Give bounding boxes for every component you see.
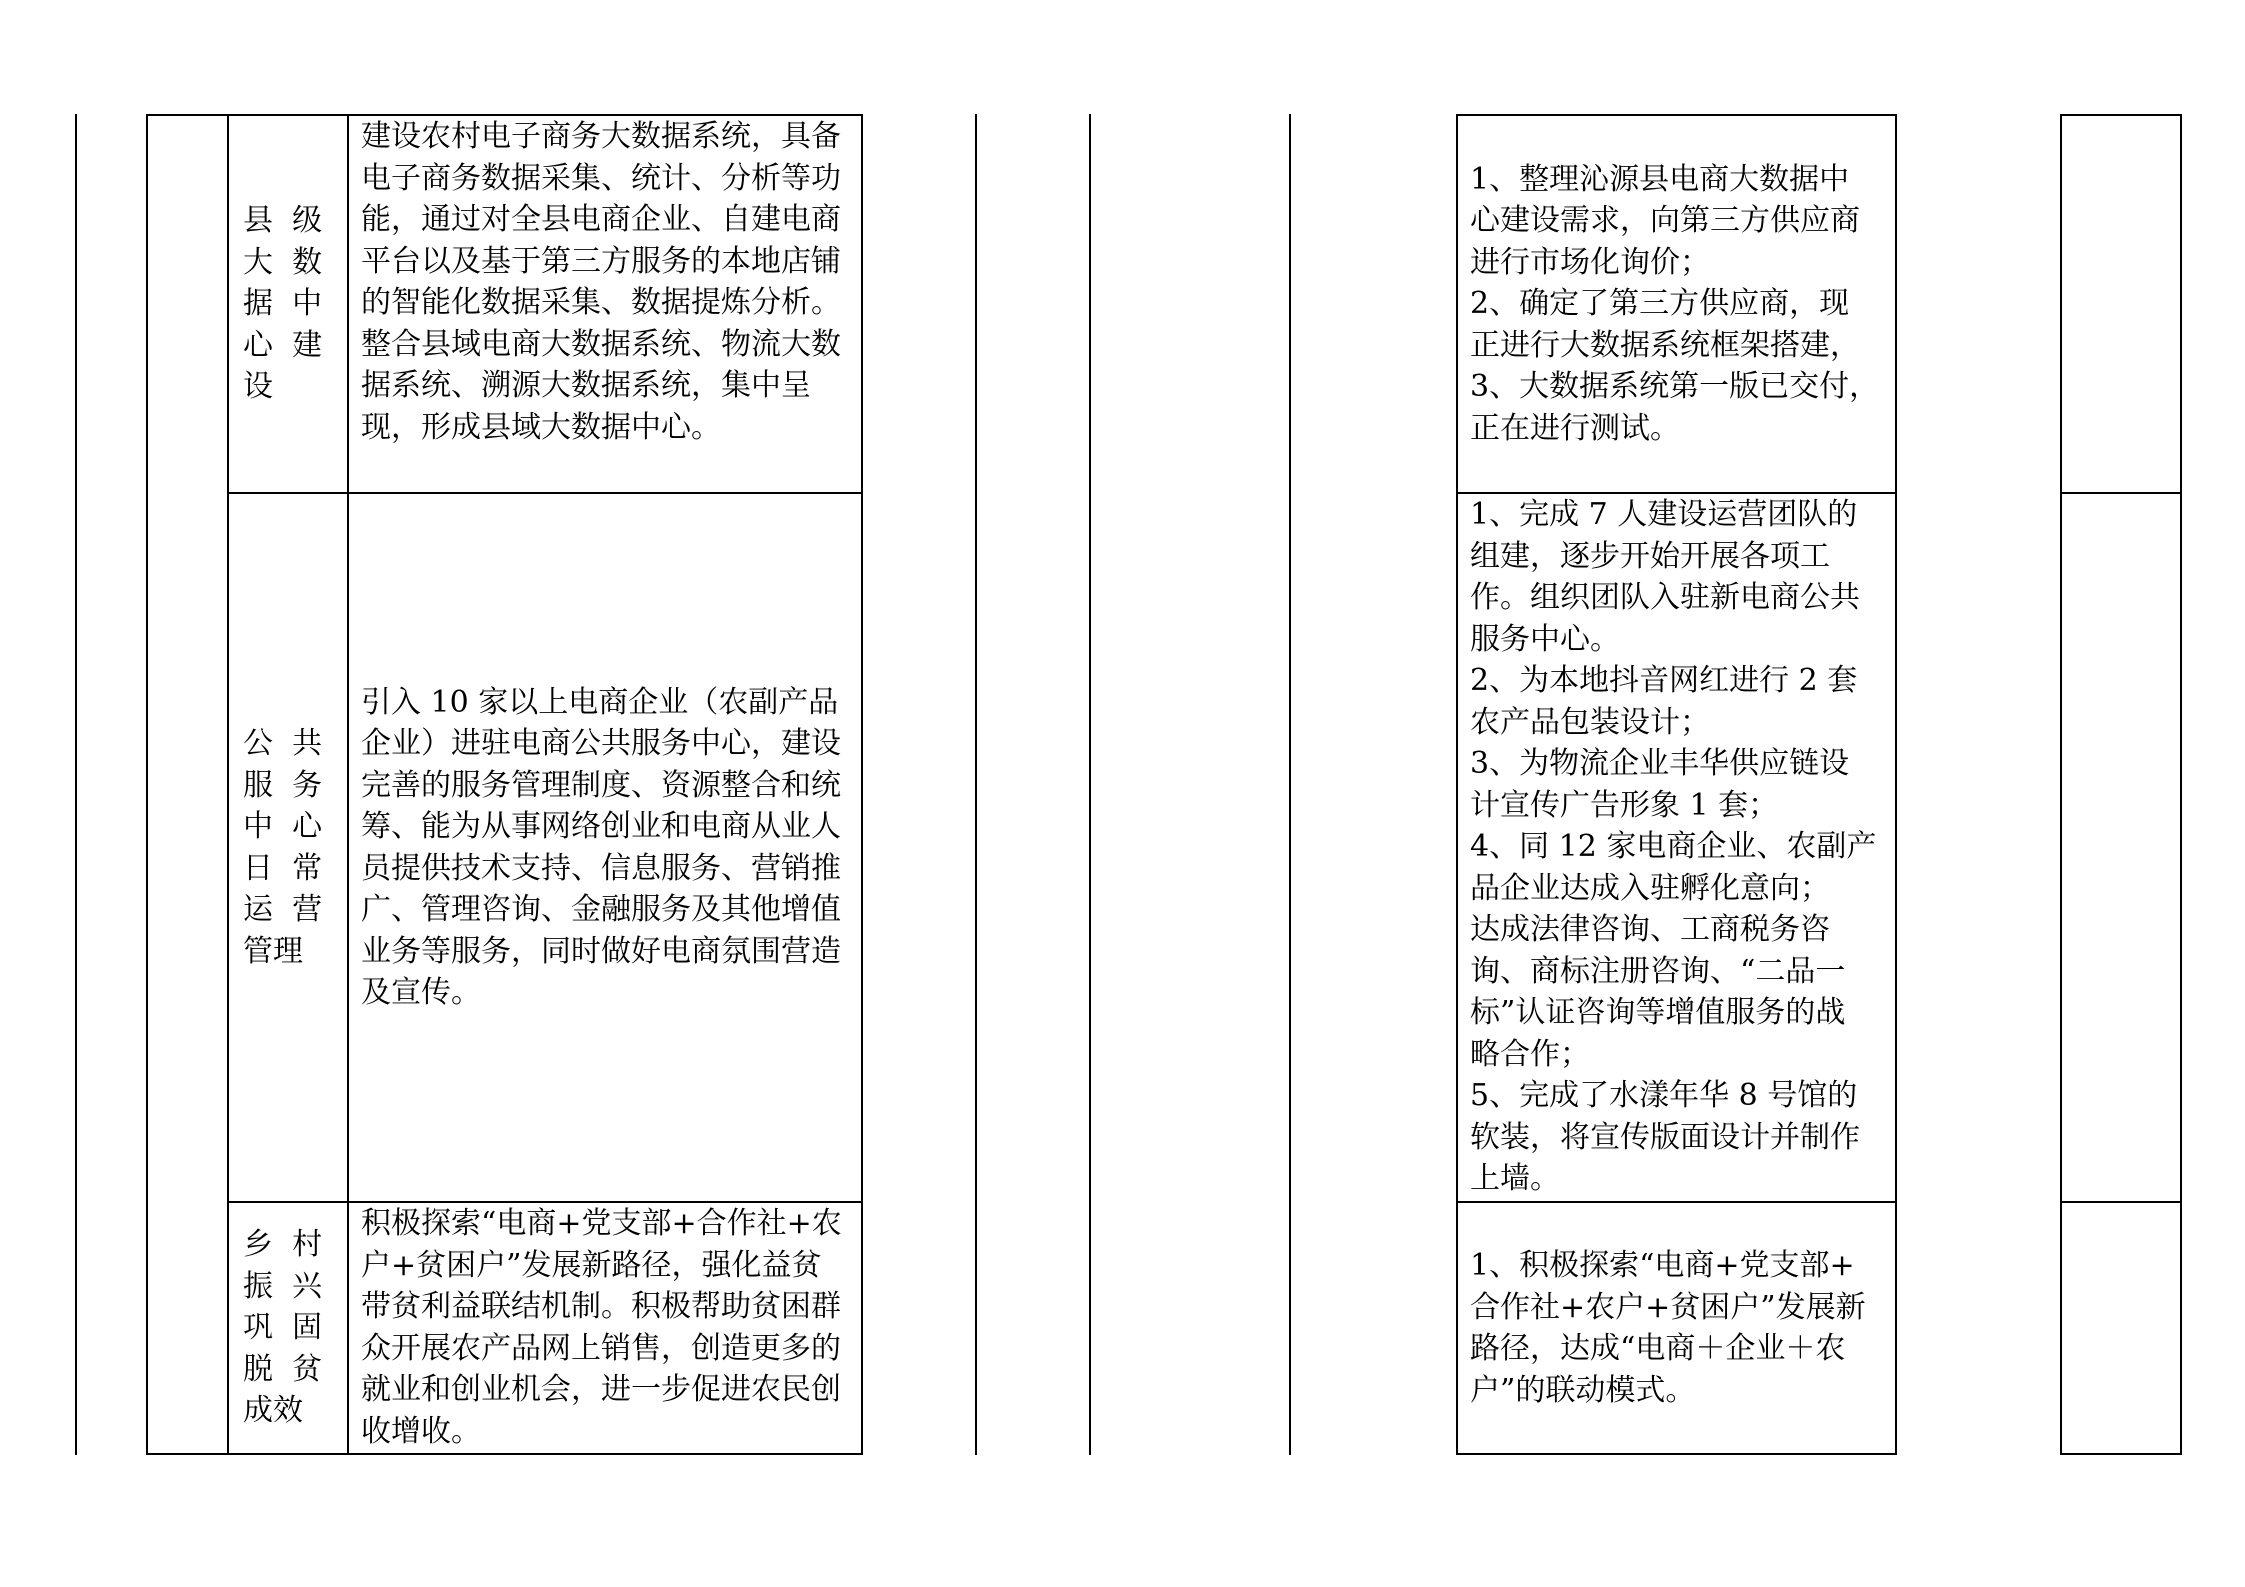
row-1-title-cell bbox=[243, 116, 343, 492]
row-1-description: 建设农村电子商务大数据系统，具备电子商务数据采集、统计、分析等功能，通过对全县电商企业、自建电商平台以及基于第三方服务的本地店铺的智能化数据采集、数据提炼分析。整合县域电商大数据系统、物流大数据系统、溯源大数据系统，集中呈现，形成县域大数据中心。 bbox=[361, 119, 841, 445]
row-2-title: 公 共 服 务 中 心 日 常 运 营 管理 bbox=[243, 726, 323, 969]
row-3-progress: 1、积极探索“电商+党支部+ 合作社+农户+贫困户”发展新 路径，达成“电商＋企业＋农 户”的联动模式。 bbox=[1470, 1248, 1866, 1408]
row-1-progress: 1、整理沁源县电商大数据中 心建设需求，向第三方供应商 进行市场化询价； 2、确定了第三方供应商，现 正进行大数据系统框架搭建， 3、大数据系统第一版已交付， 正在进行测试。 bbox=[1470, 161, 1880, 446]
row-border-2-right bbox=[2060, 1201, 2182, 1203]
row-2-progress: 1、完成 7 人建设运营团队的 组建，逐步开始开展各项工 作。组织团队入驻新电商公共 服务中心。 2、为本地抖音网红进行 2 套 农产品包装设计； 3、为物流企业丰华供应链设 计宣传广告形象 1 套； 4、同 12 家电商企业、农副产 品企业达成入驻孵化意向； 达成法律咨询、工商税务咨 询、商标注册咨询、“二品一 标”认证咨询等增值服务的战 略合作； 5、完成了水漾年华 8 号馆的 软装，将宣传版面设计并制作 上墙。 bbox=[1470, 497, 1877, 1196]
row-border-bottom-mid bbox=[1456, 1453, 1897, 1455]
table-border-col-j bbox=[2060, 114, 2062, 1455]
table-border-col-c bbox=[347, 114, 349, 1455]
row-2-title-cell bbox=[243, 494, 343, 1201]
table-border-col-d bbox=[861, 114, 863, 1455]
row-2-description-cell bbox=[361, 494, 851, 1201]
row-3-title-cell bbox=[243, 1203, 343, 1453]
row-3-description: 积极探索“电商+党支部+合作社+农户+贫困户”发展新路径，强化益贫带贫利益联结机制。积极帮助贫困群众开展农产品网上销售，创造更多的就业和创业机会，进一步促进农民创收增收。 bbox=[361, 1206, 842, 1449]
row-border-top-right bbox=[2060, 114, 2182, 116]
row-border-bottom-left bbox=[146, 1453, 863, 1455]
table-border-col-b bbox=[227, 114, 229, 1455]
row-1-progress-cell bbox=[1470, 116, 1890, 492]
table-border-col-i bbox=[1895, 114, 1897, 1455]
row-3-title: 乡 村 振 兴 巩 固 脱 贫 成效 bbox=[243, 1227, 323, 1429]
row-2-description: 引入 10 家以上电商企业（农副产品企业）进驻电商公共服务中心，建设完善的服务管理制度、资源整合和统筹、能为从事网络创业和电商从业人员提供技术支持、信息服务、营销推广、管理咨询、金融服务及其他增值业务等服务，同时做好电商氛围营造及宣传。 bbox=[361, 684, 841, 1010]
table-border-col-e bbox=[975, 114, 977, 1455]
row-border-1-right bbox=[2060, 492, 2182, 494]
table-border-col-h bbox=[1456, 114, 1458, 1455]
table-border-left-outer bbox=[75, 114, 77, 1455]
row-3-progress-cell bbox=[1470, 1203, 1890, 1453]
row-1-title: 县 级 大 数 据 中 心 建 设 bbox=[243, 203, 323, 405]
table-border-col-a bbox=[146, 114, 148, 1455]
table-border-col-g bbox=[1289, 114, 1291, 1455]
table-border-col-f bbox=[1089, 114, 1091, 1455]
row-border-bottom-right bbox=[2060, 1453, 2182, 1455]
table-border-col-k bbox=[2180, 114, 2182, 1455]
row-2-progress-cell bbox=[1470, 494, 1890, 1201]
